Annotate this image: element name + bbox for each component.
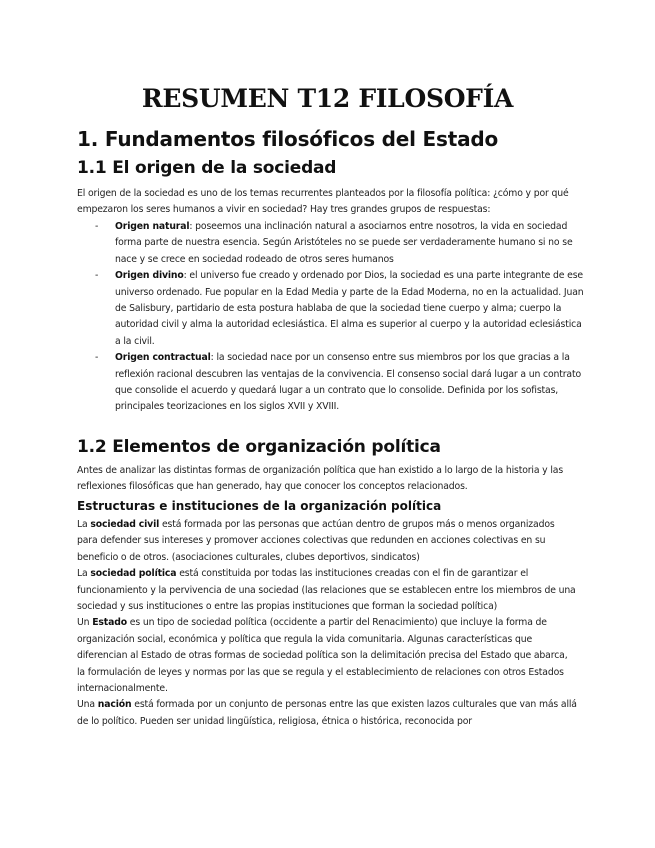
bullet-term: Origen divino — [115, 270, 184, 282]
para-term: nación — [97, 699, 132, 711]
bullet-origen-natural — [95, 219, 585, 268]
bullet-text: : poseemos una inclinación natural a asociarnos entre nosotros, la vida en sociedad forma parte de nuestra esencia. Según Aristóteles no se puede ser verdaderamente humano si no se nace y se crece en sociedad rodeado de otros seres humanos — [115, 221, 573, 265]
para-text: está constituida por todas las instituciones creadas con el fin de garantizar el funcionamiento y la pervivencia de una sociedad (las relaciones que se establecen entre los miembros de una sociedad y sus instituciones o entre las propias instituciones que forman la sociedad política) — [77, 568, 576, 613]
para-prefix: La — [77, 568, 91, 580]
bullet-origen-divino — [95, 268, 585, 350]
document-title: RESUMEN T12 FILOSOFÍA — [141, 84, 514, 113]
para-prefix: Una — [77, 699, 98, 711]
paragraph-nacion — [77, 697, 577, 730]
bullet-dash: - — [95, 352, 99, 364]
bullet-origen-contractual — [95, 350, 585, 416]
bullet-term: Origen contractual — [115, 352, 211, 364]
origin-bullet-list — [95, 219, 585, 416]
para-text: está formada por las personas que actúan dentro de grupos más o menos organizados para defender sus intereses y promover acciones colectivas que redunden en acciones colectivas en su beneficio o de otros. (asociaciones culturales, clubes deportivos, sindicatos) — [77, 519, 555, 563]
para-prefix: La — [77, 519, 91, 530]
para-term: sociedad política — [90, 568, 177, 580]
para-term: sociedad civil — [90, 519, 160, 530]
paragraph-estado — [77, 615, 577, 697]
bullet-term: Origen natural — [115, 221, 190, 232]
subsection-heading: Estructuras e instituciones de la organización política — [77, 499, 442, 513]
paragraph-intro-elements: Antes de analizar las distintas formas de organización política que han existido a lo largo de la historia y las reflexiones filosóficas que han generado, hay que conocer los conceptos relacionados. — [77, 465, 564, 493]
bullet-text: : la sociedad nace por un consenso entre sus miembros por los que gracias a la reflexión racional descubren las ventajas de la convivencia. El consenso social dará lugar a un contrato que consolide el acuerdo y quedará lugar a un contrato que lo consolide. Definida por los sofistas, principales teorizaciones en los siglos XVII y XVIII. — [115, 352, 581, 413]
bullet-dash: - — [95, 270, 99, 282]
paragraph-intro-origin: El origen de la sociedad es uno de los temas recurrentes planteados por la filosofía política: ¿cómo y por qué empezaron los seres humanos a vivir en sociedad? Hay tres grandes grupos de respuestas: — [77, 188, 569, 216]
section-heading-1-1: 1.1 El origen de la sociedad — [77, 158, 337, 178]
bullet-text: : el universo fue creado y ordenado por Dios, la sociedad es una parte integrante de ese universo ordenado. Fue popular en la Edad Media y parte de la Edad Moderna, no en la actualidad. Juan de Salisbury, partidario de esta postura hablaba de que la sociedad tiene cuerpo y alma; cuerpo la autoridad civil y alma la autoridad eclesiástica. El alma es superior al cuerpo y la autoridad eclesiástica a la civil. — [115, 270, 584, 347]
para-term: Estado — [92, 617, 127, 629]
para-prefix: Un — [77, 617, 93, 629]
definitions-block — [77, 517, 577, 730]
section-heading-1-2: 1.2 Elementos de organización política — [77, 437, 441, 457]
para-text: está formada por un conjunto de personas entre las que existen lazos culturales que van más allá de lo político. Pueden ser unidad lingüística, religiosa, étnica o histórica, reconocida por — [77, 699, 577, 727]
paragraph-sociedad-politica — [77, 566, 577, 615]
bullet-dash: - — [95, 221, 99, 232]
section-heading-1: 1. Fundamentos filosóficos del Estado — [77, 127, 499, 151]
paragraph-sociedad-civil — [77, 517, 577, 566]
para-text: es un tipo de sociedad política (occidente a partir del Renacimiento) que incluye la forma de organización social, económica y política que regula la vida comunitaria. Algunas características que diferencian al Estado de otras formas de sociedad política son la delimitación precisa del Estado que abarca, la formulación de leyes y normas por las que se regula y el establecimiento de relaciones con otros Estados internacionalmente. — [77, 617, 568, 695]
